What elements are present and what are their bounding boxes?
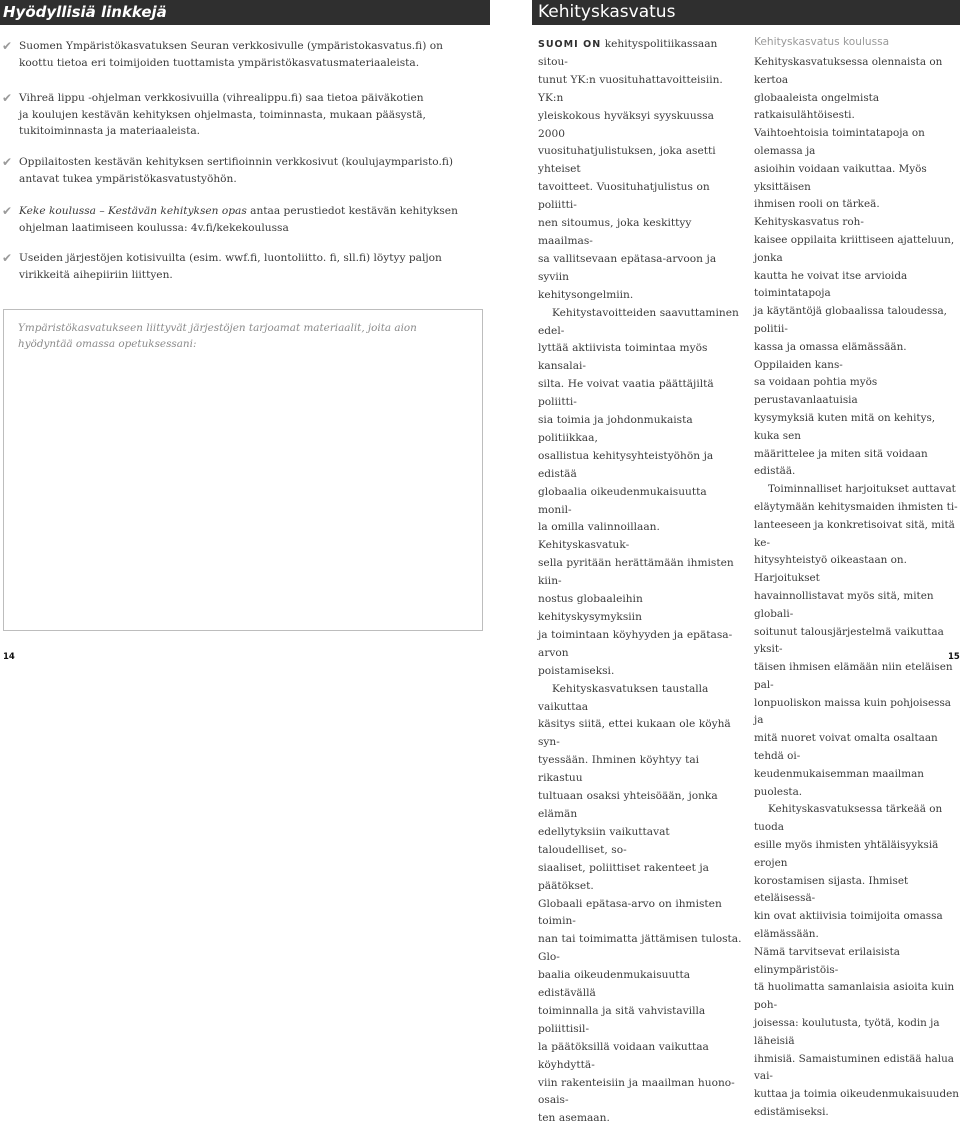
left-page-title: Hyödyllisiä linkkejä (0, 0, 490, 25)
text-line: Toiminnalliset harjoitukset auttavat (768, 483, 956, 496)
text-line: Ympäristökasvatukseen liittyvät järjestöjen tarjoamat materiaalit, joita aion (18, 322, 417, 334)
text-line: ja koulujen kestävän kehityksen ohjelmasta, toiminnasta, mukaan pääsystä, (19, 108, 426, 121)
page-number-right: 15 (948, 652, 960, 662)
text-line: hyödyntää omassa opetuksessani: (18, 338, 197, 350)
text-line: Suomen Ympäristökasvatuksen Seuran verkkosivulle (ympäristokasvatus.fi) on (19, 40, 443, 52)
text-line: antaa perustiedot kestävän kehityksen (246, 205, 458, 217)
text-line: sa vallitsevaan epätasa-arvoon ja syviin (538, 252, 717, 283)
text-line: tunut YK:n vuosituhattavoitteisiin. YK:n (538, 73, 723, 104)
check-icon: ✔ (2, 91, 13, 105)
check-icon: ✔ (2, 155, 13, 169)
text-line: käsitys siitä, ettei kukaan ole köyhä syn- (538, 718, 731, 749)
link-item (0, 154, 489, 187)
text-line: kysymyksiä kuten mitä on kehitys, kuka sen (754, 411, 936, 442)
text-line: kehityspolitiikassaan sitou- (538, 38, 718, 68)
text-line: la omilla valinnoillaan. Kehityskasvatuk- (538, 521, 660, 552)
text-line: kuttaa ja toimia oikeudenmukaisuuden (754, 1088, 959, 1101)
text-line: lyttää aktiivista toimintaa myös kansalai- (538, 342, 708, 373)
text-line: la päätöksillä voidaan vaikuttaa köyhdyttä- (538, 1040, 709, 1071)
link-item (0, 250, 489, 283)
text-line: kassa ja omassa elämässään. Oppilaiden kans- (754, 340, 907, 371)
text-line: edellytyksiin vaikuttavat taloudelliset, so- (538, 825, 670, 856)
sidebar-title: Kehityskasvatus koulussa (754, 36, 890, 48)
text-line: täisen ihmisen elämään niin eteläisen pal- (754, 661, 953, 691)
text-line: asioihin voidaan vaikuttaa. Myös yksittäisen (754, 162, 927, 193)
text-line: havainnollistavat myös sitä, miten globali- (754, 589, 934, 620)
text-line: viin rakenteisiin ja maailman huono-osais- (538, 1076, 735, 1107)
text-line: Vaihtoehtoisia toimintatapoja on olemassa ja (754, 127, 925, 157)
check-icon: ✔ (2, 204, 13, 218)
text-line: Kehitystavoitteiden saavuttaminen edel- (538, 306, 739, 337)
text-line: poistamiseksi. (538, 664, 615, 677)
main-column (538, 36, 742, 1128)
text-line: ten asemaan. (538, 1112, 610, 1125)
text-line: hitysyhteistyö oikeastaan on. Harjoitukset (754, 554, 907, 585)
text-line: kaisee oppilaita kriittiseen ajatteluun, jonka (754, 233, 955, 264)
text-line: mitä nuoret voivat omalta osaltaan tehdä oi- (754, 732, 938, 763)
text-line: siaaliset, poliittiset rakenteet ja päätökset. (538, 861, 710, 892)
text-line: tavoitteet. Vuosituhatjulistus on poliitti- (538, 181, 710, 212)
text-line: ja toimintaan köyhyyden ja epätasa-arvon (538, 628, 733, 659)
text-line: yleiskokous hyväksyi syyskuussa 2000 (538, 109, 714, 140)
text-line: ihmisiä. Samaistuminen edistää halua vai- (754, 1052, 954, 1083)
text-line: baalia oikeudenmukaisuutta edistävällä (538, 969, 691, 1000)
text-line: sella pyritään herättämään ihmisten kiin- (538, 557, 734, 588)
text-line: korostamisen sijasta. Ihmiset eteläisessä- (754, 874, 909, 905)
text-line: sa voidaan pohtia myös perustavanlaatuisia (754, 376, 878, 407)
text-line: Kehityskasvatuksen taustalla vaikuttaa (538, 682, 709, 713)
text-line: tyessään. Ihminen köyhtyy tai rikastuu (538, 754, 700, 785)
text-line: osallistua kehitysyhteistyöhön ja edistää (538, 449, 714, 480)
text-line: kin ovat aktiivisia toimijoita omassa elämässään. (754, 910, 943, 941)
text-line: Nämä tarvitsevat erilaisista elinympäristöis- (754, 945, 901, 976)
text-line: soitunut talousjärjestelmä vaikuttaa yksit- (754, 625, 944, 656)
text-line: sia toimia ja johdonmukaista politiikkaa, (538, 414, 693, 444)
text-line: joisessa: koulutusta, työtä, kodin ja läheisiä (754, 1017, 940, 1047)
check-icon: ✔ (2, 251, 13, 265)
right-page-title: Kehityskasvatus (532, 0, 960, 25)
main-paragraph-2 (538, 305, 742, 681)
text-line: nen sitoumus, joka keskittyy maailmas- (538, 217, 692, 247)
text-line: ihmisen rooli on tärkeä. Kehityskasvatus roh- (754, 198, 880, 229)
sidebar-paragraph-2 (754, 481, 960, 801)
text-line: tukitoiminnasta ja materiaaleista. (19, 125, 201, 137)
text-line: nan tai toimimatta jättämisen tulosta. Glo- (538, 933, 742, 964)
text-line: antavat tukea ympäristökasvatustyöhön. (19, 172, 237, 185)
text-line: vuosituhatjulistuksen, joka asetti yhteiset (538, 145, 716, 176)
link-item (0, 90, 489, 140)
text-line: tä huolimatta samanlaisia asioita kuin poh- (754, 981, 955, 1012)
sidebar (754, 34, 960, 1122)
text-line: Kehityskasvatuksessa tärkeää on tuoda (754, 803, 943, 834)
text-line: esille myös ihmisten yhtäläisyyksiä erojen (754, 839, 939, 869)
text-line: määrittelee ja miten sitä voidaan edistää. (754, 447, 928, 478)
text-line: toiminnalla ja sitä vahvistavilla poliittisil- (538, 1004, 706, 1035)
text-line: lanteeseen ja konkretisoivat sitä, mitä ke- (754, 518, 955, 549)
text-line: Oppilaitosten kestävän kehityksen sertifioinnin verkkosivut (koulujaymparisto.fi) (19, 156, 454, 168)
text-line: Globaali epätasa-arvo on ihmisten toimin- (538, 897, 722, 928)
link-emphasis: Keke koulussa – Kestävän kehityksen opas (19, 205, 247, 217)
text-line: lonpuoliskon maissa kuin pohjoisessa ja (754, 696, 951, 727)
page-number-left: 14 (3, 652, 15, 662)
text-line: kautta he voivat itse arvioida toimintatapoja (754, 269, 908, 300)
text-line: edistämiseksi. (754, 1106, 829, 1119)
notes-box[interactable] (3, 309, 483, 631)
text-line: keudenmukaisemman maailman puolesta. (754, 767, 924, 798)
check-icon: ✔ (2, 39, 13, 53)
text-line: ja käytäntöjä globaalissa taloudessa, politii- (754, 305, 947, 335)
text-line: koottu tietoa eri toimijoiden tuottamista ympäristökasvatusmateriaaleista. (19, 56, 420, 69)
text-line: virikkeitä aihepiiriin liittyen. (19, 268, 173, 281)
text-line: ohjelman laatimiseen koulussa: 4v.fi/kekekoulussa (19, 221, 289, 234)
link-item (0, 203, 489, 236)
text-line: globaaleista ongelmista ratkaisulähtöisesti. (754, 91, 880, 122)
text-line: eläytymään kehitysmaiden ihmisten ti- (754, 500, 958, 513)
text-line: globaalia oikeudenmukaisuutta monil- (538, 485, 707, 516)
text-line: Kehityskasvatuksessa olennaista on kertoa (754, 56, 943, 86)
text-line: silta. He voivat vaatia päättäjiltä poliitti- (538, 378, 714, 409)
text-line: Useiden järjestöjen kotisivuilta (esim. wwf.fi, luontoliitto. fi, sll.fi) löytyy paljon (19, 252, 442, 264)
main-paragraph-1 (538, 36, 742, 305)
text-line: kehitysongelmiin. (538, 288, 634, 301)
lead-smallcaps: SUOMI ON (538, 39, 602, 50)
sidebar-paragraph-3 (754, 801, 960, 1121)
main-paragraph-3 (538, 681, 742, 1128)
text-line: nostus globaaleihin kehityskysymyksiin (538, 593, 643, 623)
sidebar-paragraph-1 (754, 54, 960, 481)
link-item (0, 38, 489, 71)
text-line: Vihreä lippu -ohjelman verkkosivuilla (vihrealippu.fi) saa tietoa päiväkotien (19, 92, 424, 104)
text-line: tultuaan osaksi yhteisöään, jonka elämän (538, 790, 718, 820)
